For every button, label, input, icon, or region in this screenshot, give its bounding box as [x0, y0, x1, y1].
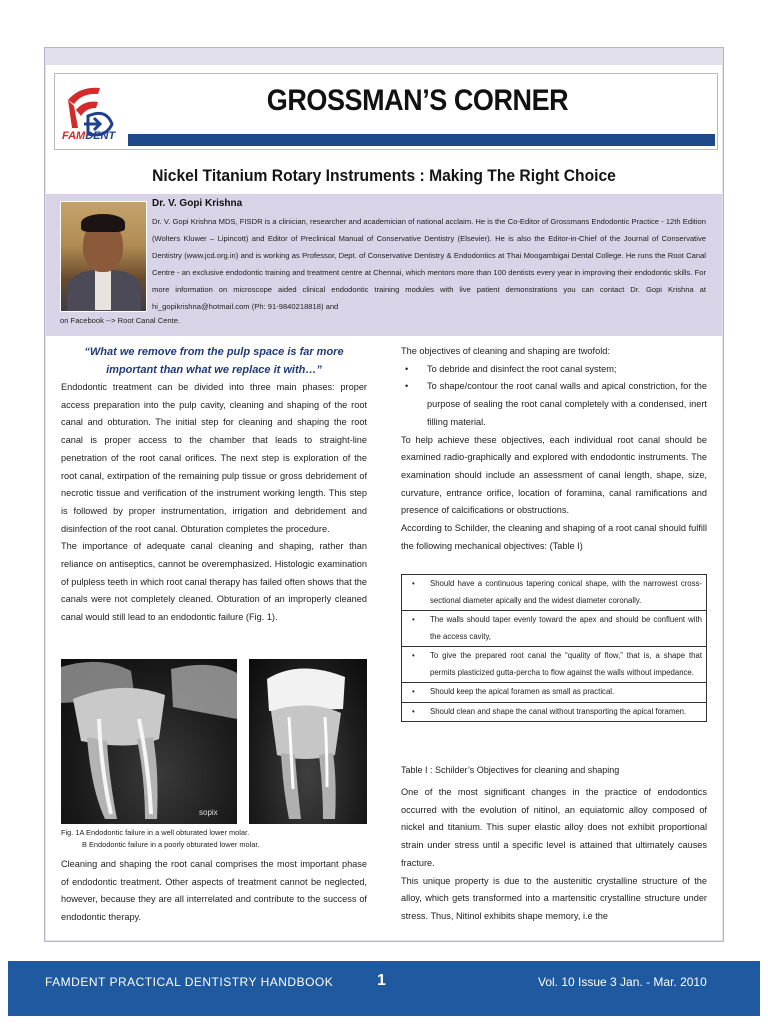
list-item: • To shape/contour the root canal walls and apical constriction, for the purpose of sealing the root canal completely with a condensed, inert filling material.	[401, 378, 707, 431]
xray-watermark: sopix	[199, 808, 218, 817]
figure-caption: Fig. 1A Endodontic failure in a well obturated lower molar. B Endodontic failure in a poorly obturated lower molar.	[61, 828, 260, 849]
schilder-table	[401, 574, 707, 722]
paragraph: One of the most significant changes in the practice of endodontics occurred with the evolution of nitinol, an equiatomic alloy composed of nickel and titanium. This super elastic alloy does not exhibit proportional strain under stress until a specific level is attained that ultimately causes fracture.	[401, 787, 707, 868]
xray-image-a	[61, 659, 237, 824]
author-bio: Dr. V. Gopi Krishna MDS, FISDR is a clinician, researcher and academician of national acclaim. He is the Co-Editor of Grossmans Endodontic Practice - 12th Edition (Wolters Kluwer – Lipincott) and Editor of Preclinical Manual of Conservative Dentistry (Elsevier). He is also the Editor-in-Chief of the Journal of Conservative Dentistry (www.jcd.org.in) and is working as Professor, Dept. of Conservative Dentistry & Endodontics at Thai Moogambigai Dental College. He runs the Root Canal Centre - an exclusive endodontic training and treatment centre at Chennai, which mentors more than 100 dentists every year in improving their endodontic skills. For more information on microscope aided clinical endodontic training modules with live patient demonstrations you can contact Dr. Gopi Krishna at hi_gopikrishna@hotmail.com (Ph: 91-9840218818) and	[152, 217, 706, 311]
table-caption: Table I : Schilder’s Objectives for cleaning and shaping	[401, 765, 620, 775]
left-column-text-2: Cleaning and shaping the root canal comprises the most important phase of endodontic treatment. Other aspects of treatment cannot be neglected, however, because they are all interrelated and contribute to the success of endodontic therapy.	[61, 859, 367, 923]
paragraph: This unique property is due to the austenitic crystalline structure of the alloy, which gets transformed into a martensitic crystalline structure under stress. Thus, Nitinol exhibits shape memory, i.e the	[401, 875, 707, 921]
list-item: • To debride and disinfect the root canal system;	[401, 361, 707, 379]
paragraph: The importance of adequate canal cleaning and shaping, rather than reliance on antiseptics, cannot be overemphasized. Histologic examination of pulpless teeth in which root canal therapy has failed often shows that the canals were not completely cleaned. Obturation of an improperly cleaned canal would still lead to an endodontic failure (Fig. 1).	[61, 541, 367, 623]
footer-issue: Vol. 10 Issue 3 Jan. - Mar. 2010	[538, 975, 707, 989]
header-bar	[128, 134, 715, 146]
footer-publication: FAMDENT PRACTICAL DENTISTRY HANDBOOK	[45, 975, 334, 989]
table-row: • Should have a continuous tapering conical shape, with the narrowest cross-sectional diameter apically and the widest diameter coronally.	[402, 575, 707, 611]
paragraph: Endodontic treatment can be divided into three main phases: proper access preparation into the pulp cavity, cleaning and shaping of the root canal and obturation. The initial step for cleaning and shaping the root canal is proper access to the chamber that leads to straight-line penetration of the root canal orifices. The next step is exploration of the root canal, extirpation of the remaining pulp tissue or gross debridement of necrotic tissue and verification of the instrument working length. This step is followed by proper instrumentation, irrigation and debridement and disinfection of the root canal. Obturation completes the procedure.	[61, 382, 367, 534]
logo-text: FAMDENT	[62, 130, 116, 142]
paragraph: The objectives of cleaning and shaping are twofold:	[401, 346, 610, 356]
page-title: GROSSMAN’S CORNER	[266, 84, 569, 117]
paragraph: According to Schilder, the cleaning and shaping of a root canal should fulfill the following mechanical objectives: (Table I)	[401, 523, 707, 551]
table-row: • Should keep the apical foramen as small as practical.	[402, 683, 707, 703]
objectives-list	[401, 361, 707, 432]
pull-quote: “What we remove from the pulp space is far more important than what we replace it with…”	[84, 346, 344, 376]
xray-image-b	[249, 659, 367, 824]
author-name: Dr. V. Gopi Krishna	[152, 198, 243, 209]
right-column-text-2	[401, 784, 707, 926]
paragraph: To help achieve these objectives, each individual root canal should be examined radio-graphically and explored with endodontic instruments. The examination should include an assessment of canal length, shape, size, curvature, entrance orifice, location of foramina, canal ramifications and presence of calcifications or obstructions.	[401, 434, 707, 516]
left-column-text	[61, 379, 367, 627]
table-row: • To give the prepared root canal the “quality of flow,” that is, a shape that permits plasticized gutta-percha to flow against the walls without impedance.	[402, 647, 707, 683]
author-bio-tail: on Facebook --> Root Canal Cente.	[60, 316, 181, 325]
article-title: Nickel Titanium Rotary Instruments : Making The Right Choice	[152, 166, 616, 185]
table-row: • Should clean and shape the canal without transporting the apical foramen.	[402, 702, 707, 722]
page-number: 1	[377, 972, 386, 989]
right-column-text	[401, 343, 707, 555]
table-row: • The walls should taper evenly toward the apex and should be confluent with the access cavity,	[402, 611, 707, 647]
author-photo	[60, 201, 147, 312]
